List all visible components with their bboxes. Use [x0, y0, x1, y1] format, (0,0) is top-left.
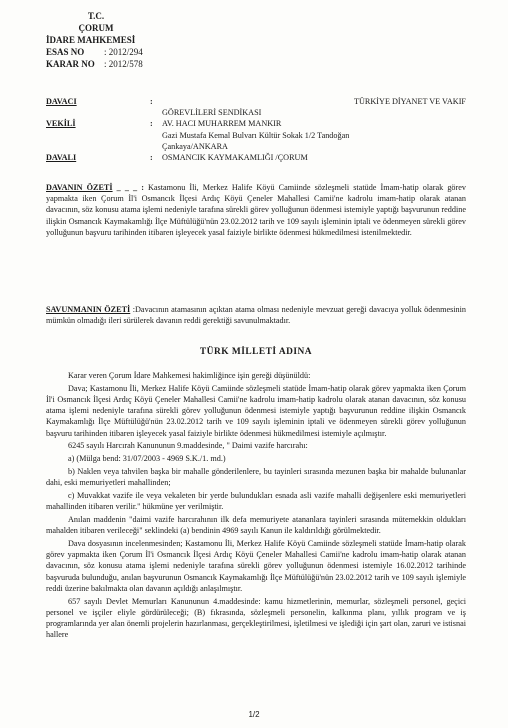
spacer: [150, 141, 162, 152]
body-paragraph: b) Naklen veya tahvilen başka bir mahalle gönderilenlere, bu tayinleri sırasında mezunen başka bir mahalde bulunanlar dahi, eski memuriyetleri mahallinden;: [46, 467, 466, 488]
esas-row: [46, 46, 186, 58]
turk-milleti-adina-title: TÜRK MİLLETİ ADINA: [199, 347, 313, 357]
spacer: [46, 107, 150, 118]
vekili-row: [46, 118, 466, 129]
body-paragraph: Dava; Kastamonu İli, Merkez Halife Köyü Camiinde sözleşmeli statüde İmam-hatip olarak görev yapmakta iken Çorum İl'i Osmancık İlçesi Ardıç Köyü Çeneler Mahallesi Camii'ne kadrolu imam-hatip kadrolu olarak atanan davacının, söz konusu atama işlemi nedeniyle tarafına sürekli görev yolluğunun ödenmesi istemiyle yaptığı başvurunun reddine ilişkin Osmancık Kaymakamlığı İlçe Müftülüğü'nün 23.02.2012 tarih ve 109 sayılı işleminin iptali ve ödenmeyen sürekli görev yolluğunun başvuru tarihinden itibaren işleyecek yasal faiziyle birlikte ödenmesi hükmedilmesi istemiyle açılmıştır.: [46, 383, 466, 438]
vekili-address-line1: Gazi Mustafa Kemal Bulvarı Kültür Sokak 1/2 Tandoğan: [162, 130, 350, 140]
vekili-address-line2: Çankaya/ANKARA: [162, 141, 228, 151]
body-paragraph: 657 sayılı Devlet Memurları Kanununun 4.maddesinde: kamu hizmetlerinin, memurlar, sözleşmeli personel, geçici personel ve işçiler eliyle gördürüleceği; (B) fıkrasında, sözleşmeli personelin, kalkınma planı, yıllık program ve iş programlarında yer alan önemli projelerin hazırlanması, gerçekleştirilmesi, işletilmesi ve işlediği için şart olan, zaruri ve istisnai hallere: [46, 596, 466, 640]
dava-ozeti-label: DAVANIN ÖZETİ: [46, 183, 113, 192]
header-city: ÇORUM: [78, 23, 114, 33]
davaci-value-line1: TÜRKİYE DİYANET VE VAKIF: [354, 97, 466, 106]
esas-label: ESAS NO: [46, 47, 85, 57]
spacer: [46, 141, 150, 152]
vekili-label: VEKİLİ: [46, 119, 76, 129]
savunma-ozeti-section: [46, 304, 466, 326]
esas-value: : 2012/294: [104, 47, 143, 57]
dava-ozeti-sep: _ _ _ :: [112, 183, 144, 192]
karar-row: [46, 58, 186, 70]
spacer: [150, 107, 162, 118]
parties-block: [46, 96, 466, 163]
court-header: [46, 10, 186, 70]
body-paragraph: Dava dosyasının incelenmesinden; Kastamonu İli, Merkez Halife Köyü Camiinde sözleşmeli statüde İmam-hatip olarak görev yapmakta iken Çorum İl'i Osmancık İlçesi Ardıç Köyü Çeneler Mahallesi Camii'ne kadrolu imam-hatip olarak atanan davacının, söz konusu atama işlemi nedeniyle tarafına sürekli görev yolluğunun ödenmesi istemiyle 16.02.2012 tarihinde başvuruda bulunduğu, anılan başvurunun Osmancık Kaymakamlığı İlçe Müftülüğü'nün 23.02.2012 tarih ve 109 sayılı işlemiyle reddi üzerine bakılmakta olan davanın açıldığı anlaşılmıştır.: [46, 539, 466, 593]
header-court: İDARE MAHKEMESİ: [46, 35, 136, 45]
karar-value: : 2012/578: [104, 59, 143, 69]
dava-ozeti-section: [46, 182, 466, 238]
body-paragraph: a) (Mülga bend: 31/07/2003 - 4969 S.K./1. md.): [68, 454, 226, 464]
body-paragraph: Anılan maddenin "daimi vazife harcırahının ilk defa memuriyete atananlara tayinleri sırasında mütemekkin oldukları mahalden itibaren verileceği" seklindeki (a) bendinin 4969 sayılı Kanun ile kaldırıldığı görülmektedir.: [46, 515, 466, 536]
body-paragraph: 6245 sayılı Harcırah Kanununun 9.maddesinde, " Daimi vazife harcırahı:: [68, 441, 308, 451]
davali-label: DAVALI: [46, 153, 77, 163]
karar-label: KARAR NO: [46, 59, 95, 69]
dava-ozeti-text: Kastamonu İli, Merkez Halife Köyü Camiinde sözleşmeli statüde İmam-hatip olarak görev yapmakta iken Çorum İl'i Osmancık İlçesi Ardıç Köyü Çeneler Mahallesi Camii'ne kadrolu imam-hatip olarak atanan davacının, söz konusu atama işlemi nedeniyle tarafına sürekli görev yolluğunun ödenmesi istemiyle yaptığı başvurunun reddine ilişkin Osmancık Kaymakamlığı İlçe Müftülüğü'nün 23.02.2012 tarih ve 109 sayılı işleminin iptali ve ödenmeyen sürekli görev yolluğunun başvuru tarihinden itibaren işleyecek yasal faiziyle birlikte ödenmesi hükmedilmesi istenilmektedir.: [46, 183, 466, 237]
savunma-ozeti-text: :Davacının atamasının açıktan atama olması nedeniyle mevzuat gereği davacıya yolluk ödenmesinin mümkün olmadığı ileri sürülerek davanın reddi gerektiği savunulmaktadır.: [46, 305, 466, 326]
body-paragraph: c) Muvakkat vazife ile veya vekaleten bir yerde bulundukları esnada asli vazife mahalli değişenlere eski memuriyetleri mahallinden itibaren verilir." hükmüne yer verilmiştir.: [46, 491, 466, 512]
vekili-colon: :: [150, 119, 153, 129]
body-paragraph: Karar veren Çorum İdare Mahkemesi hakimliğince işin gereği düşünüldü:: [68, 371, 311, 380]
davaci-value-line2: GÖREVLİLERİ SENDİKASI: [162, 108, 262, 118]
davaci-row: [46, 96, 466, 107]
header-tc: T.C.: [87, 11, 105, 21]
davali-colon: :: [150, 153, 153, 163]
davaci-row-2: [46, 107, 466, 118]
vekili-address-row-2: [46, 141, 466, 152]
davaci-label: DAVACI: [46, 97, 77, 106]
decision-body: [46, 370, 466, 642]
spacer: [46, 130, 150, 141]
davaci-colon: :: [150, 97, 153, 106]
vekili-address-row-1: [46, 130, 466, 141]
davali-value: OSMANCIK KAYMAKAMLIĞI /ÇORUM: [162, 153, 308, 163]
spacer: [150, 130, 162, 141]
davali-row: [46, 152, 466, 163]
page-number: 1/2: [248, 710, 260, 719]
savunma-ozeti-label: SAVUNMANIN ÖZETİ: [46, 305, 131, 314]
vekili-value: AV. HACI MUHARREM MANKIR: [162, 119, 282, 129]
